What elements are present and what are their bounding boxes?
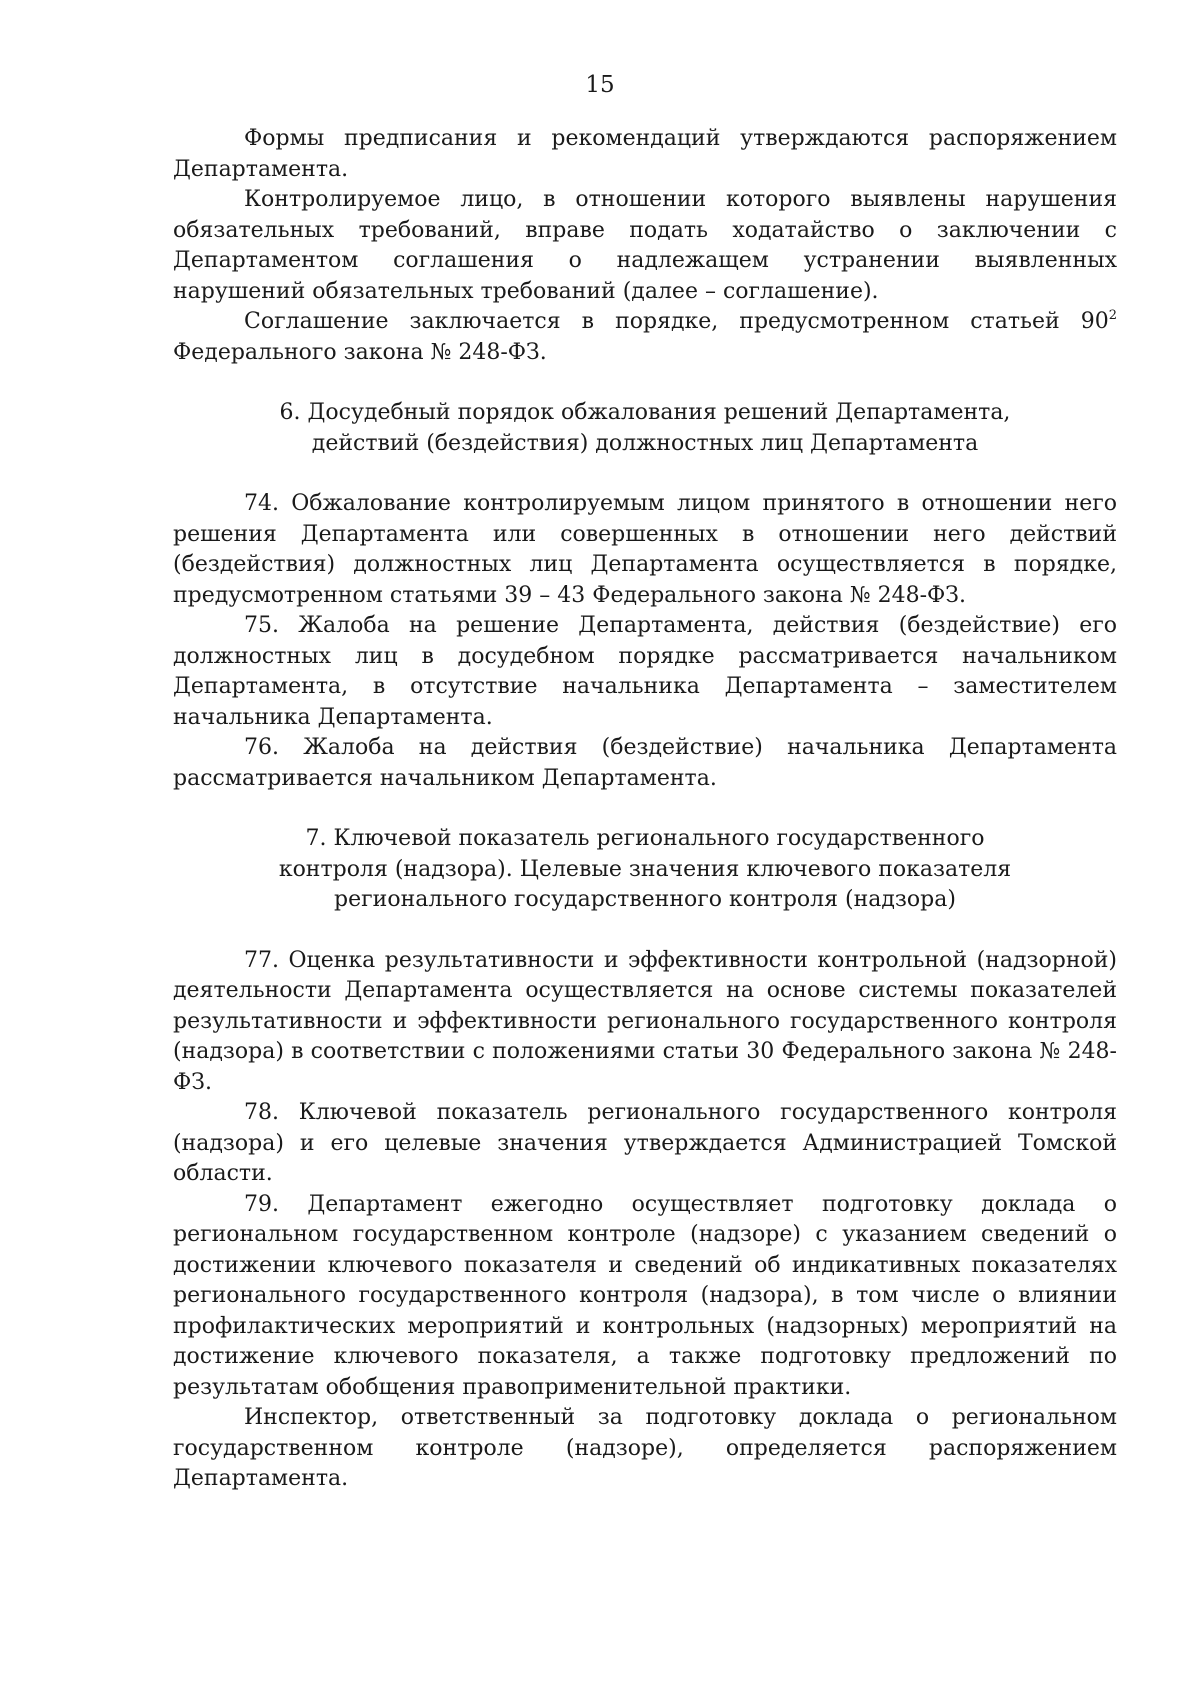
superscript-article-index: 2 [1108,308,1117,323]
paragraph-controlled-person: Контролируемое лицо, в отношении которого выявлены нарушения обязательных требований, вправе подать ходатайство о заключении с Департаментом соглашения о надлежащем устранении выявленных нарушений обязательных требований (далее – соглашение). [173,187,1117,304]
section-7-heading-line-1: 7. Ключевой показатель регионального государственного [305,826,985,851]
page-number: 15 [585,72,615,98]
agreement-text-start: Соглашение заключается в порядке, предусмотренном статьей 90 [244,309,1109,334]
agreement-text-end: Федерального закона № 248-ФЗ. [173,339,547,365]
paragraph-74: 74. Обжалование контролируемым лицом принятого в отношении него решения Департамента или совершенных в отношении него действий (бездействия) должностных лиц Департамента осуществляется в порядке, предусмотренном статьями 39 – 43 Федерального закона № 248-ФЗ. [173,491,1117,608]
section-6-heading-line-2: действий (бездействия) должностных лиц Департамента [311,430,979,456]
paragraph-forms: Формы предписания и рекомендаций утверждаются распоряжением Департамента. [173,126,1117,182]
paragraph-77: 77. Оценка результативности и эффективности контрольной (надзорной) деятельности Департамента осуществляется на основе системы показателей результативности и эффективности регионального государственного контроля (надзора) в соответствии с положениями статьи 30 Федерального закона № 248-ФЗ. [173,947,1117,1095]
paragraph-inspector: Инспектор, ответственный за подготовку доклада о региональном государственном контроле (надзоре), определяется распоряжением Департамента. [173,1405,1117,1491]
section-6-heading-line-1: 6. Досудебный порядок обжалования решений Департамента, [279,400,1011,425]
paragraph-79: 79. Департамент ежегодно осуществляет подготовку доклада о региональном государственном контроле (надзоре) с указанием сведений о достижении ключевого показателя и сведений об индикативных показателях регионального государственного контроля (надзора), в том числе о влиянии профилактических мероприятий и контрольных (надзорных) мероприятий на достижение ключевого показателя, а также подготовку предложений по результатам обобщения правоприменительной практики. [173,1191,1117,1400]
paragraph-agreement [173,307,1117,368]
section-7-heading-line-3: регионального государственного контроля (надзора) [334,887,956,912]
paragraph-78: 78. Ключевой показатель регионального государственного контроля (надзора) и его целевые значения утверждается Администрацией Томской области. [173,1100,1117,1186]
paragraph-76: 76. Жалоба на действия (бездействие) начальника Департамента рассматривается начальником Департамента. [173,735,1117,791]
section-6-heading [173,398,1117,459]
document-body [173,124,1117,1495]
section-7-heading [173,824,1117,916]
paragraph-75: 75. Жалоба на решение Департамента, действия (бездействие) его должностных лиц в досудебном порядке рассматривается начальником Департамента, в отсутствие начальника Департамента – заместителем начальника Департамента. [173,613,1117,730]
section-7-heading-line-2: контроля (надзора). Целевые значения ключевого показателя [278,856,1012,882]
